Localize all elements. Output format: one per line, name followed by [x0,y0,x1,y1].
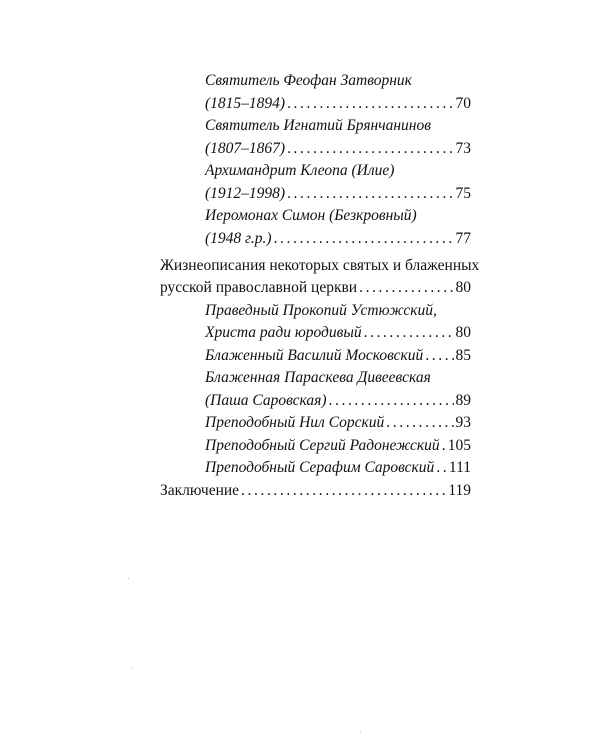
toc-entry-ignatiy-dates [205,138,471,160]
toc-entry-kleopa-title [205,160,394,182]
toc-entry-conclusion [160,480,471,502]
toc-entry-text: (1815–1894) [205,95,286,112]
toc-entry-paraskeva-subtitle [205,390,471,412]
toc-entry-feofan-dates [205,93,471,115]
toc-entry-text: (1912–1998) [205,185,286,202]
toc-page-number: 73 [455,140,471,157]
toc-dot-leader [364,322,454,344]
toc-page-number: 75 [455,185,471,202]
toc-page-number: 111 [448,459,471,476]
toc-entry-text: Праведный Прокопий Устюжский, [205,302,437,319]
toc-entry-nil [205,412,471,434]
toc-entry-text: Христа ради юродивый [205,324,362,341]
toc-entry-text: Преподобный Нил Сорский [205,414,385,431]
toc-entry-serafim [205,457,471,479]
toc-entry-text: (1948 г.р.) [205,230,272,247]
toc-dot-leader [287,93,453,115]
toc-dot-leader [442,435,446,457]
toc-entry-text: (Паша Саровская) [205,392,327,409]
toc-dot-leader [425,345,453,367]
toc-entry-text: Святитель Феофан Затворник [205,72,412,89]
toc-entry-text: Блаженная Параскева Дивеевская [205,369,431,386]
toc-entry-prokopiy-subtitle [205,322,471,344]
toc-entry-text: Преподобный Серафим Саровский [205,459,435,476]
toc-entry-ignatiy-title [205,115,431,137]
toc-page-number: 85 [455,347,471,364]
toc-page-number: 105 [447,437,471,454]
toc-dot-leader [386,412,453,434]
toc-entry-feofan-title [205,70,412,92]
toc-dot-leader [329,390,454,412]
toc-entry-text: Архимандрит Клеопа (Илие) [205,162,395,179]
toc-page-number: 70 [455,95,471,112]
toc-page-number: 89 [455,392,471,409]
toc-dot-leader [359,277,453,299]
toc-entry-text: Святитель Игнатий Брянчанинов [205,117,431,134]
toc-entry-text: Иеромонах Симон (Безкровный) [205,207,417,224]
scan-speck [131,668,132,669]
toc-entry-text: Заключение [160,482,240,499]
toc-page-number: 80 [455,279,471,296]
toc-entry-text: русской православной церкви [160,279,358,296]
toc-entry-paraskeva-title [205,367,431,389]
toc-entry-text: Жизнеописания некоторых святых и блаженных [160,257,480,274]
toc-page-number: 119 [448,482,471,499]
toc-dot-leader [287,138,453,160]
toc-entry-text: (1807–1867) [205,140,286,157]
toc-entry-simon-title [205,205,417,227]
toc-section-lives-subtitle [160,277,471,299]
toc-entry-prokopiy-title [205,300,437,322]
toc-entry-simon-dates [205,228,471,250]
toc-entry-sergiy [205,435,471,457]
toc-dot-leader [274,228,454,250]
toc-page-number: 93 [455,414,471,431]
toc-dot-leader [287,183,453,205]
toc-entry-text: Блаженный Василий Московский [205,347,424,364]
toc-page-number: 80 [455,324,471,341]
scan-speck [128,578,129,579]
toc-section-lives-title [160,255,479,277]
toc-dot-leader [241,480,446,502]
toc-page-number: 77 [455,230,471,247]
toc-dot-leader [436,457,447,479]
toc-entry-text: Преподобный Сергий Радонежский [205,437,440,454]
scan-speck [360,732,361,733]
toc-entry-kleopa-dates [205,183,471,205]
toc-entry-vasiliy [205,345,471,367]
